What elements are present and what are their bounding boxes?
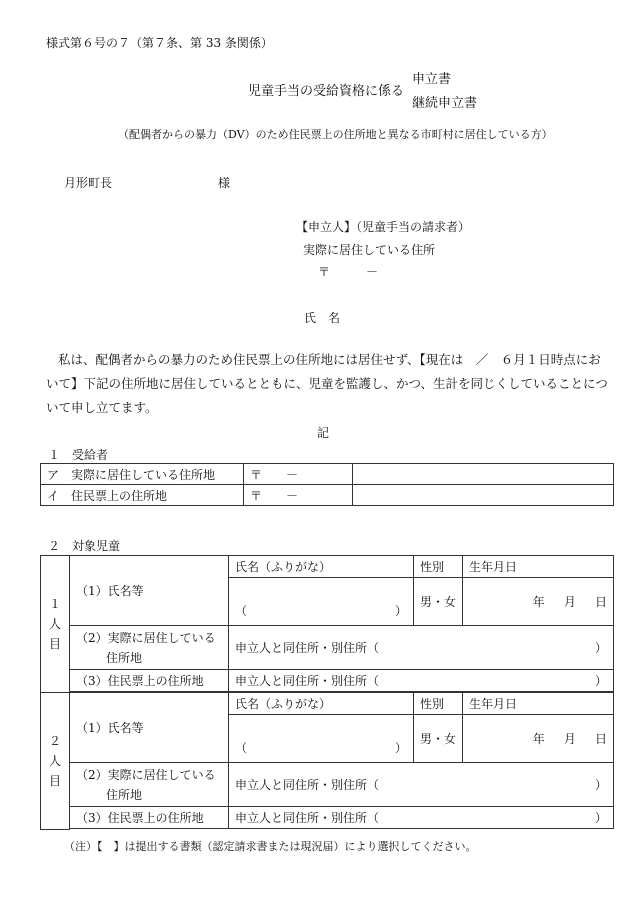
- applicant-label: 【申立人】（児童手当の請求者）: [296, 220, 471, 234]
- recipient-actual-address-label: ア 実際に居住している住所地: [41, 464, 244, 485]
- child1-ordinal: １ 人 目: [41, 556, 70, 693]
- table-row: [41, 626, 614, 670]
- applicant-address-label: 実際に居住している住所: [303, 243, 436, 257]
- child1-sex-header: 性別: [413, 556, 462, 578]
- document-title: 児童手当の受給資格に係る: [248, 84, 405, 99]
- child2-actual-address-label: （2）実際に居住している 住所地: [70, 763, 229, 807]
- child1-registry-address-field[interactable]: 申立人と同住所・別住所（ ）: [229, 670, 614, 692]
- recipient-registry-postal[interactable]: 〒 －: [244, 485, 353, 506]
- child2-name-label: （1）氏名等: [70, 693, 229, 763]
- children-table: [40, 555, 614, 830]
- form-number: 様式第６号の７（第７条、第 33 条関係）: [46, 36, 273, 50]
- statement-text: 私は、配偶者からの暴力のため住民票上の住所地には居住せず、【現在は ／ ６月１日時点において】下記の住所地に居住しているとともに、児童を監護し、かつ、生計を同じくしていることについて申し立てます。: [46, 352, 608, 415]
- document-subtitle: （配偶者からの暴力（DV）のため住民票上の住所地と異なる市町村に居住している方）: [118, 128, 553, 141]
- child2-name-field[interactable]: （ ）: [229, 715, 414, 763]
- table-row: [41, 693, 614, 715]
- recipient-actual-address-field[interactable]: [353, 464, 614, 485]
- title-option-application: 申立書: [412, 72, 452, 87]
- child1-name-field[interactable]: （ ）: [229, 578, 414, 626]
- child2-sex-header: 性別: [413, 693, 462, 715]
- title-option-continuation: 継続申立書: [412, 96, 478, 111]
- table-row: [41, 485, 614, 506]
- applicant-postal-mark: 〒 －: [318, 265, 379, 279]
- child2-dob-field[interactable]: 年 月 日: [463, 715, 614, 763]
- child2-sex-field[interactable]: 男・女: [413, 715, 462, 763]
- addressee-honorific: 様: [218, 176, 231, 190]
- child2-registry-address-label: （3）住民票上の住所地: [70, 807, 229, 829]
- child1-actual-address-label: （2）実際に居住している 住所地: [70, 626, 229, 670]
- child1-sex-field[interactable]: 男・女: [413, 578, 462, 626]
- recipient-table: [40, 463, 614, 506]
- child1-dob-header: 生年月日: [463, 556, 614, 578]
- addressee-name: 月形町長: [64, 176, 113, 190]
- recipient-actual-postal[interactable]: 〒 －: [244, 464, 353, 485]
- applicant-name-label: 氏 名: [304, 311, 341, 325]
- table-row: [41, 464, 614, 485]
- section1-heading: １ 受給者: [48, 448, 109, 462]
- child1-furigana-header: 氏名（ふりがな）: [229, 556, 414, 578]
- recipient-registry-address-label: イ 住民票上の住所地: [41, 485, 244, 506]
- ki-heading: 記: [317, 426, 330, 440]
- footnote: （注）【 】は提出する書類（認定請求書または現況届）により選択してください。: [64, 840, 477, 853]
- child2-dob-header: 生年月日: [463, 693, 614, 715]
- child2-furigana-header: 氏名（ふりがな）: [229, 693, 414, 715]
- table-row: [41, 807, 614, 829]
- table-row: [41, 763, 614, 807]
- child1-name-label: （1）氏名等: [70, 556, 229, 626]
- child1-registry-address-label: （3）住民票上の住所地: [70, 670, 229, 692]
- child1-dob-field[interactable]: 年 月 日: [463, 578, 614, 626]
- table-row: [41, 670, 614, 692]
- child2-registry-address-field[interactable]: 申立人と同住所・別住所（ ）: [229, 807, 614, 829]
- recipient-registry-address-field[interactable]: [353, 485, 614, 506]
- child2-actual-address-field[interactable]: 申立人と同住所・別住所（ ）: [229, 763, 614, 807]
- section2-heading: ２ 対象児童: [48, 539, 121, 553]
- child2-ordinal: ２ 人 目: [41, 693, 70, 830]
- table-row: [41, 556, 614, 578]
- spacer: [70, 829, 614, 830]
- child1-actual-address-field[interactable]: 申立人と同住所・別住所（ ）: [229, 626, 614, 670]
